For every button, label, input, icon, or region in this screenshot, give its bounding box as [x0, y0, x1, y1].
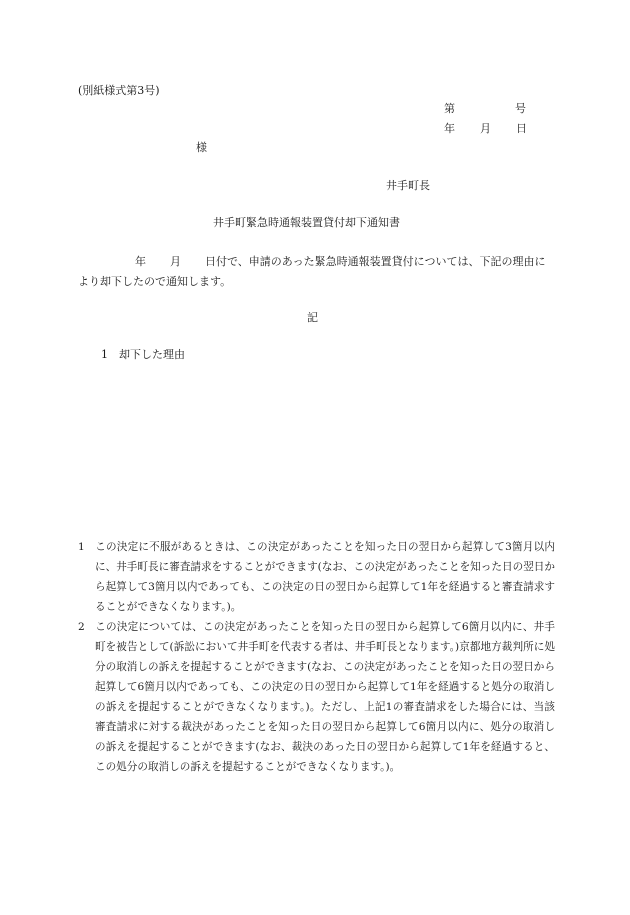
note-item [63, 537, 555, 617]
note-number: 1 [78, 541, 85, 553]
doc-date-day: 日 [516, 122, 527, 135]
doc-number-suffix: 号 [515, 102, 526, 115]
issuer: 井手町長 [386, 179, 430, 192]
recipient-suffix: 様 [196, 141, 207, 154]
body-year: 年 [135, 255, 146, 268]
note-item [63, 617, 555, 777]
doc-number-prefix: 第 [444, 102, 455, 115]
doc-date-month: 月 [480, 122, 491, 135]
notice-body [78, 252, 553, 292]
body-text: 日付で、申請のあった緊急時通報装置貸付については、下記の理由により却下したので通知します。 [78, 255, 546, 288]
note-number: 2 [78, 621, 85, 633]
form-label: (別紙様式第3号) [78, 84, 160, 97]
reason-number: 1 [101, 348, 108, 361]
notes-section [63, 537, 555, 777]
note-text: この決定に不服があるときは、この決定があったことを知った日の翌日から起算して3箇月以内に、井手町長に審査請求をすることができます(なお、この決定があったことを知った日の翌日から起算して3箇月以内であっても、この決定の日の翌日から起算して1年を経過すると審査請求することができなくなります。)。 [95, 541, 555, 613]
reason-label: 却下した理由 [119, 348, 185, 361]
body-month: 月 [170, 255, 181, 268]
ki-heading: 記 [307, 311, 318, 324]
note-text: この決定については、この決定があったことを知った日の翌日から起算して6箇月以内に、井手町を被告として(訴訟において井手町を代表する者は、井手町長となります。)京都地方裁判所に処分の取消しの訴えを提起することができます(なお、この決定があったことを知った日の翌日から起算して6箇月以内であっても、この決定の日の翌日から起算して1年を経過すると処分の取消しの訴えを提起することができなくなります。)。ただし、上記1の審査請求をした場合には、当該審査請求に対する裁決があったことを知った日の翌日から起算して6箇月以内に、処分の取消しの訴えを提起することができます(なお、裁決のあった日の翌日から起算して1年を経過すると、この処分の取消しの訴えを提起することができなくなります。)。 [95, 621, 555, 773]
document-title: 井手町緊急時通報装置貸付却下通知書 [213, 216, 400, 229]
doc-date-year: 年 [444, 122, 455, 135]
